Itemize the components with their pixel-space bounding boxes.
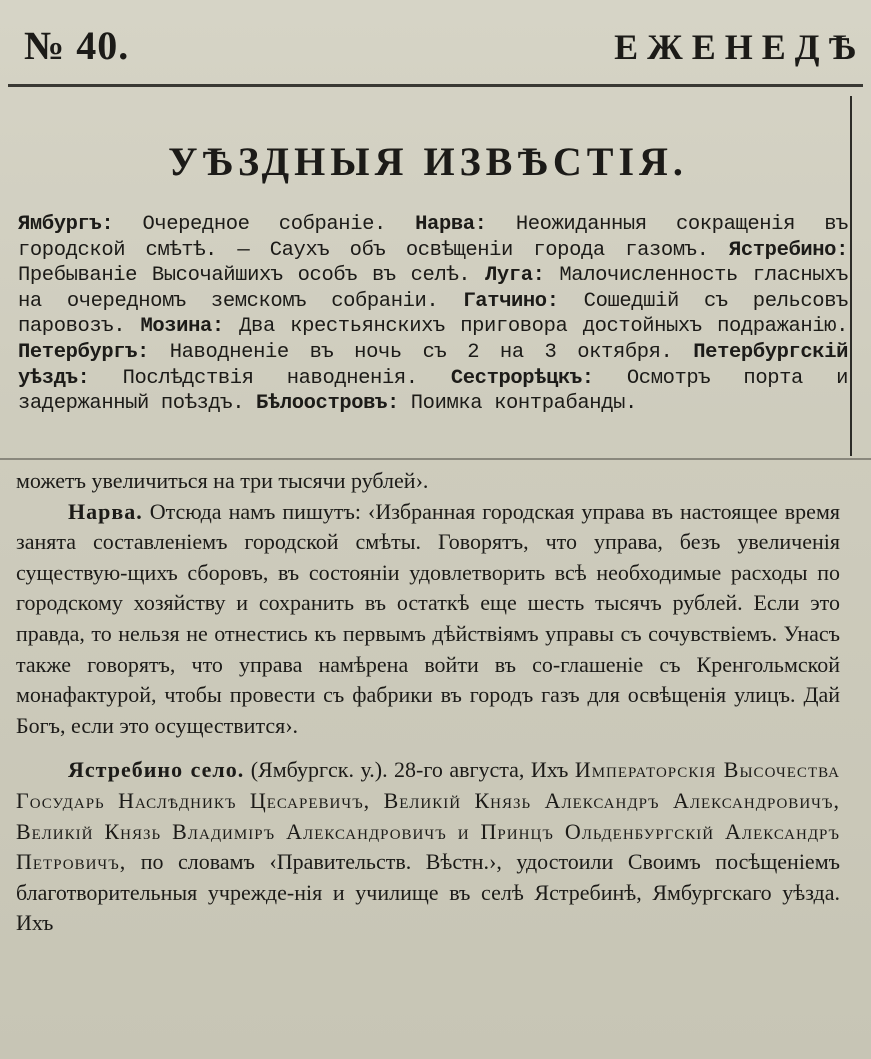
summary-place: Луга: (485, 264, 545, 288)
summary-text: Послѣдствія наводненія. (122, 366, 418, 390)
article-body (16, 466, 840, 939)
issue-number: № 40. (24, 23, 130, 68)
newspaper-title: ЕЖЕНЕДѢ (614, 27, 865, 67)
yastrebino-text-continued: по словамъ ‹Правительств. Вѣстн.›, удостоили Своимъ посѣщеніемъ благотворительныя учрежде-нія и училище въ селѣ Ястребинѣ, Ямбургскаго уѣзда. Ихъ (16, 849, 840, 936)
summary-place: Петербургскій уѣздъ: (18, 340, 849, 390)
narva-text: Отсюда намъ пишутъ: ‹Избранная городская управа въ настоящее время занята составленіемъ городской смѣты. Говорятъ, что управа, безъ увеличенія существую-щихъ сборовъ, въ состояніи удовлетворить всѣ необходимые расходы по городскому хозяйству и сохранить въ остаткѣ еще шесть тысячъ рублей. Если это правда, то нельзя не отнестись къ первымъ дѣйствіямъ управы съ сочувствіемъ. Унасъ также говорятъ, что управа намѣрена войти въ со-глашеніе съ Кренгольмской монафактурой, чтобы провести съ фабрики въ городъ газъ для освѣщенія улицъ. Дай Богъ, если это осуществится›. (16, 498, 840, 738)
summary-text: Два крестьянскихъ приговора достойныхъ подражанію. (239, 315, 848, 339)
royal-names: Императорскія Высочества Государь Наслѣдникъ Цесаревичъ, Великій Князь Александръ Александровичъ, Великій Князь Владиміръ Александровичъ и Принцъ Ольденбургскій Александръ Петровичъ, (16, 757, 840, 875)
summary-text: Наводненіе въ ночь съ 2 на 3 октября. (169, 340, 673, 364)
page-header (0, 0, 871, 78)
summary-text: Поимка контрабанды. (410, 392, 637, 416)
summary-place: Мозина: (140, 315, 224, 339)
header-divider (8, 84, 863, 87)
district-news-box (8, 96, 848, 456)
summary-text: Неожиданныя сокращенія въ городской смѣтѣ. — Саухъ объ освѣщеніи города газомъ. (18, 213, 849, 262)
summary-place: Ястребино: (728, 238, 848, 262)
summary-place: Гатчино: (463, 289, 559, 313)
summary-place: Петербургъ: (18, 340, 149, 364)
summary-text: Сошедшій съ рельсовъ паровозъ. (18, 289, 849, 339)
summary-text: Пребываніе Высочайшихъ особъ въ селѣ. (18, 264, 471, 288)
news-summary (18, 212, 848, 417)
summary-text: Осмотръ порта и задержанный поѣздъ. (18, 366, 849, 416)
clipping-edge (0, 458, 871, 460)
yastrebino-heading: Ястребино село. (68, 757, 245, 783)
summary-place: Нарва: (415, 213, 487, 236)
narva-paragraph (16, 497, 840, 742)
summary-text: Малочисленность гласныхъ на очередномъ земскомъ собраніи. (18, 264, 849, 313)
yastrebino-text: (Ямбургск. у.). 28-го августа, Ихъ (244, 757, 575, 783)
yastrebino-paragraph (16, 755, 840, 939)
column-rule (850, 96, 852, 456)
summary-place: Ямбургъ: (18, 213, 114, 236)
section-title: УѢЗДНЫЯ ИЗВѢСТІЯ. (168, 139, 688, 184)
summary-place: Бѣлоостровъ: (256, 392, 399, 416)
continued-line: можетъ увеличиться на три тысячи рублей›. (16, 468, 429, 493)
summary-place: Сестрорѣцкъ: (450, 366, 594, 390)
summary-text: Очередное собраніе. (142, 213, 386, 236)
narva-heading: Нарва. (68, 498, 143, 524)
